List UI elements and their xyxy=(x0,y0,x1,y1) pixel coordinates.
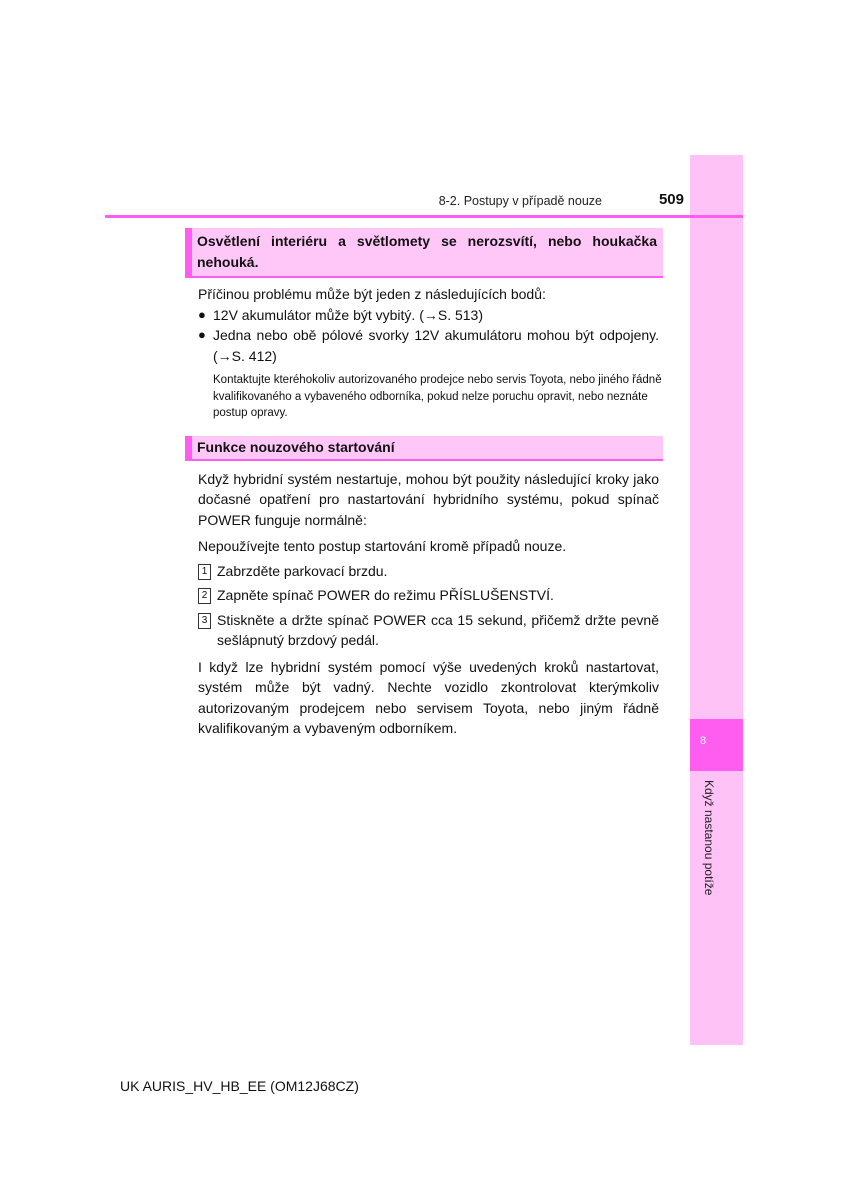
step-item xyxy=(198,585,659,606)
step-number-box: 3 xyxy=(198,613,211,629)
step-text: Zapněte spínač POWER do režimu PŘÍSLUŠENSTVÍ. xyxy=(217,587,554,603)
list-item-text: Jedna nebo obě pólové svorky 12V akumulátoru mohou být odpojeny. (→S. 412) xyxy=(213,327,659,364)
section-heading-emergency-start: Funkce nouzového startování xyxy=(185,436,663,461)
paragraph: I když lze hybridní systém pomocí výše uvedených kroků nastartovat, systém může být vadný. Nechte vozidlo zkontrolovat kterýmkoliv autorizovaným prodejcem nebo servisem Toyota, nebo jiným řádně kvalifikovaným a vybaveným odborníkem. xyxy=(198,658,659,736)
list-item xyxy=(198,305,659,326)
bullet-icon: ● xyxy=(198,327,206,342)
section-heading-lights: Osvětlení interiéru a světlomety se nerozsvítí, nebo houkačka nehouká. xyxy=(185,228,663,278)
paragraph-warning: Nepoužívejte tento postup startování kromě případů nouze. xyxy=(198,538,567,554)
step-number-box: 1 xyxy=(198,564,211,580)
chapter-side-tab xyxy=(690,155,743,1045)
step-item xyxy=(198,561,659,582)
bullet-icon: ● xyxy=(198,306,206,322)
step-text: Zabrzděte parkovací brzdu. xyxy=(217,562,388,579)
header-section-title: 8-2. Postupy v případě nouze xyxy=(438,194,602,208)
service-note: Kontaktujte kteréhokoliv autorizovaného prodejce nebo servis Toyota, nebo jiného řádně kvalifikovaného a vybaveného odborníka, pokud nelze poruchu opravit, nebo neznáte postup opravy. xyxy=(213,374,662,419)
paragraph: Když hybridní systém nestartuje, mohou být použity následující kroky jako dočasné opatření pro nastartování hybridního systému, pokud spínač POWER funguje normálně: xyxy=(198,470,659,528)
step-number-box: 2 xyxy=(198,588,211,604)
header-rule xyxy=(105,215,743,218)
step-item xyxy=(198,610,659,651)
section-intro: Příčinou problému může být jeden z následujících bodů: xyxy=(198,286,546,302)
page-content xyxy=(185,228,663,739)
list-item xyxy=(198,325,659,366)
page-number: 509 xyxy=(658,191,684,208)
footer-model-code: UK AURIS_HV_HB_EE (OM12J68CZ) xyxy=(120,1078,359,1094)
list-item-text: 12V akumulátor může být vybitý. (→S. 513) xyxy=(213,306,483,323)
step-text: Stiskněte a držte spínač POWER cca 15 sekund, přičemž držte pevně sešlápnutý brzdový pedál. xyxy=(217,611,659,648)
chapter-title: Když nastanou potíže xyxy=(702,780,716,896)
chapter-number: 8 xyxy=(699,735,707,747)
